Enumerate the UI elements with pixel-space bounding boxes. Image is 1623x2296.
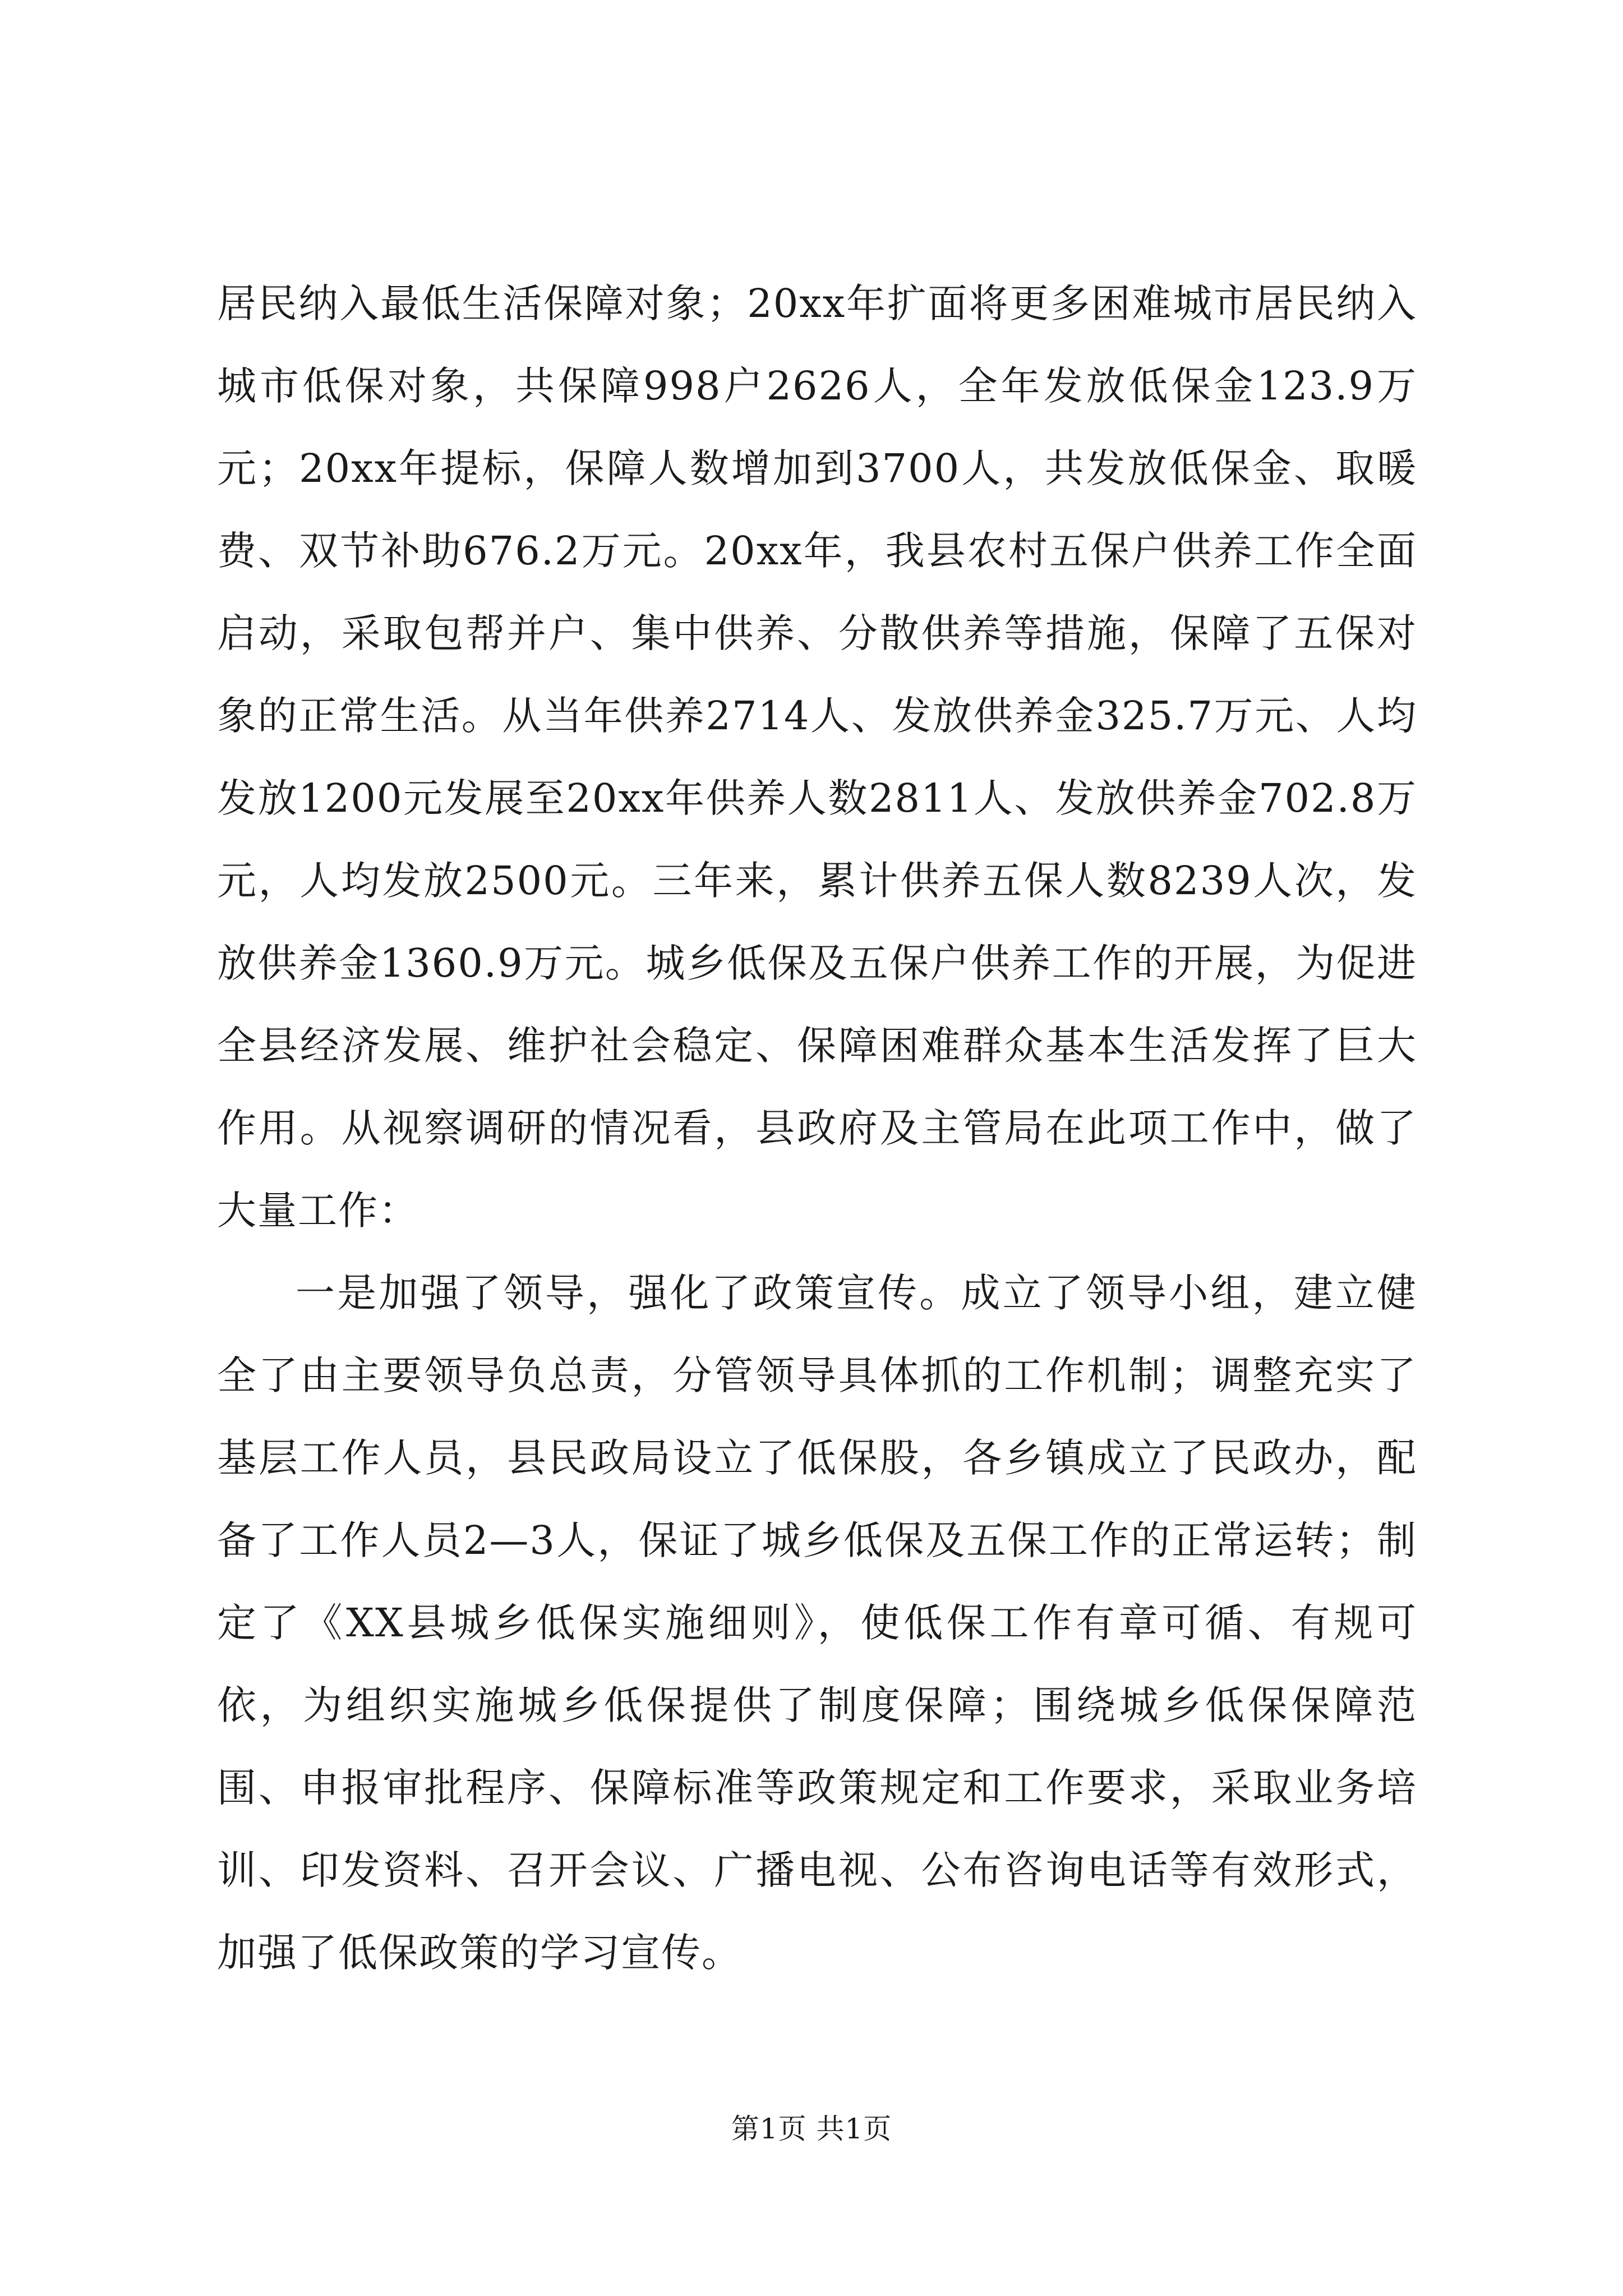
- paragraph-2: 一是加强了领导，强化了政策宣传。成立了领导小组，建立健全了由主要领导负总责，分管领导具体抓的工作机制；调整充实了基层工作人员，县民政局设立了低保股，各乡镇成立了民政办，配备了工作人员2—3人，保证了城乡低保及五保工作的正常运转；制定了《XX县城乡低保实施细则》，使低保工作有章可循、有规可依，为组织实施城乡低保提供了制度保障；围绕城乡低保保障范围、申报审批程序、保障标准等政策规定和工作要求，采取业务培训、印发资料、召开会议、广播电视、公布咨询电话等有效形式，加强了低保政策的学习宣传。: [217, 1270, 1417, 1976]
- paragraph-1: 居民纳入最低生活保障对象；20xx年扩面将更多困难城市居民纳入城市低保对象，共保障998户2626人，全年发放低保金123.9万元；20xx年提标，保障人数增加到3700人，共发放低保金、取暖费、双节补助676.2万元。20xx年，我县农村五保户供养工作全面启动，采取包帮并户、集中供养、分散供养等措施，保障了五保对象的正常生活。从当年供养2714人、发放供养金325.7万元、人均发放1200元发展至20xx年供养人数2811人、发放供养金702.8万元，人均发放2500元。三年来，累计供养五保人数8239人次，发放供养金1360.9万元。城乡低保及五保户供养工作的开展，为促进全县经济发展、维护社会稳定、保障困难群众基本生活发挥了巨大作用。从视察调研的情况看，县政府及主管局在此项工作中，做了大量工作：: [217, 280, 1417, 1234]
- document-body: [217, 263, 1417, 1994]
- page-footer: 第1页 共1页: [731, 2113, 892, 2145]
